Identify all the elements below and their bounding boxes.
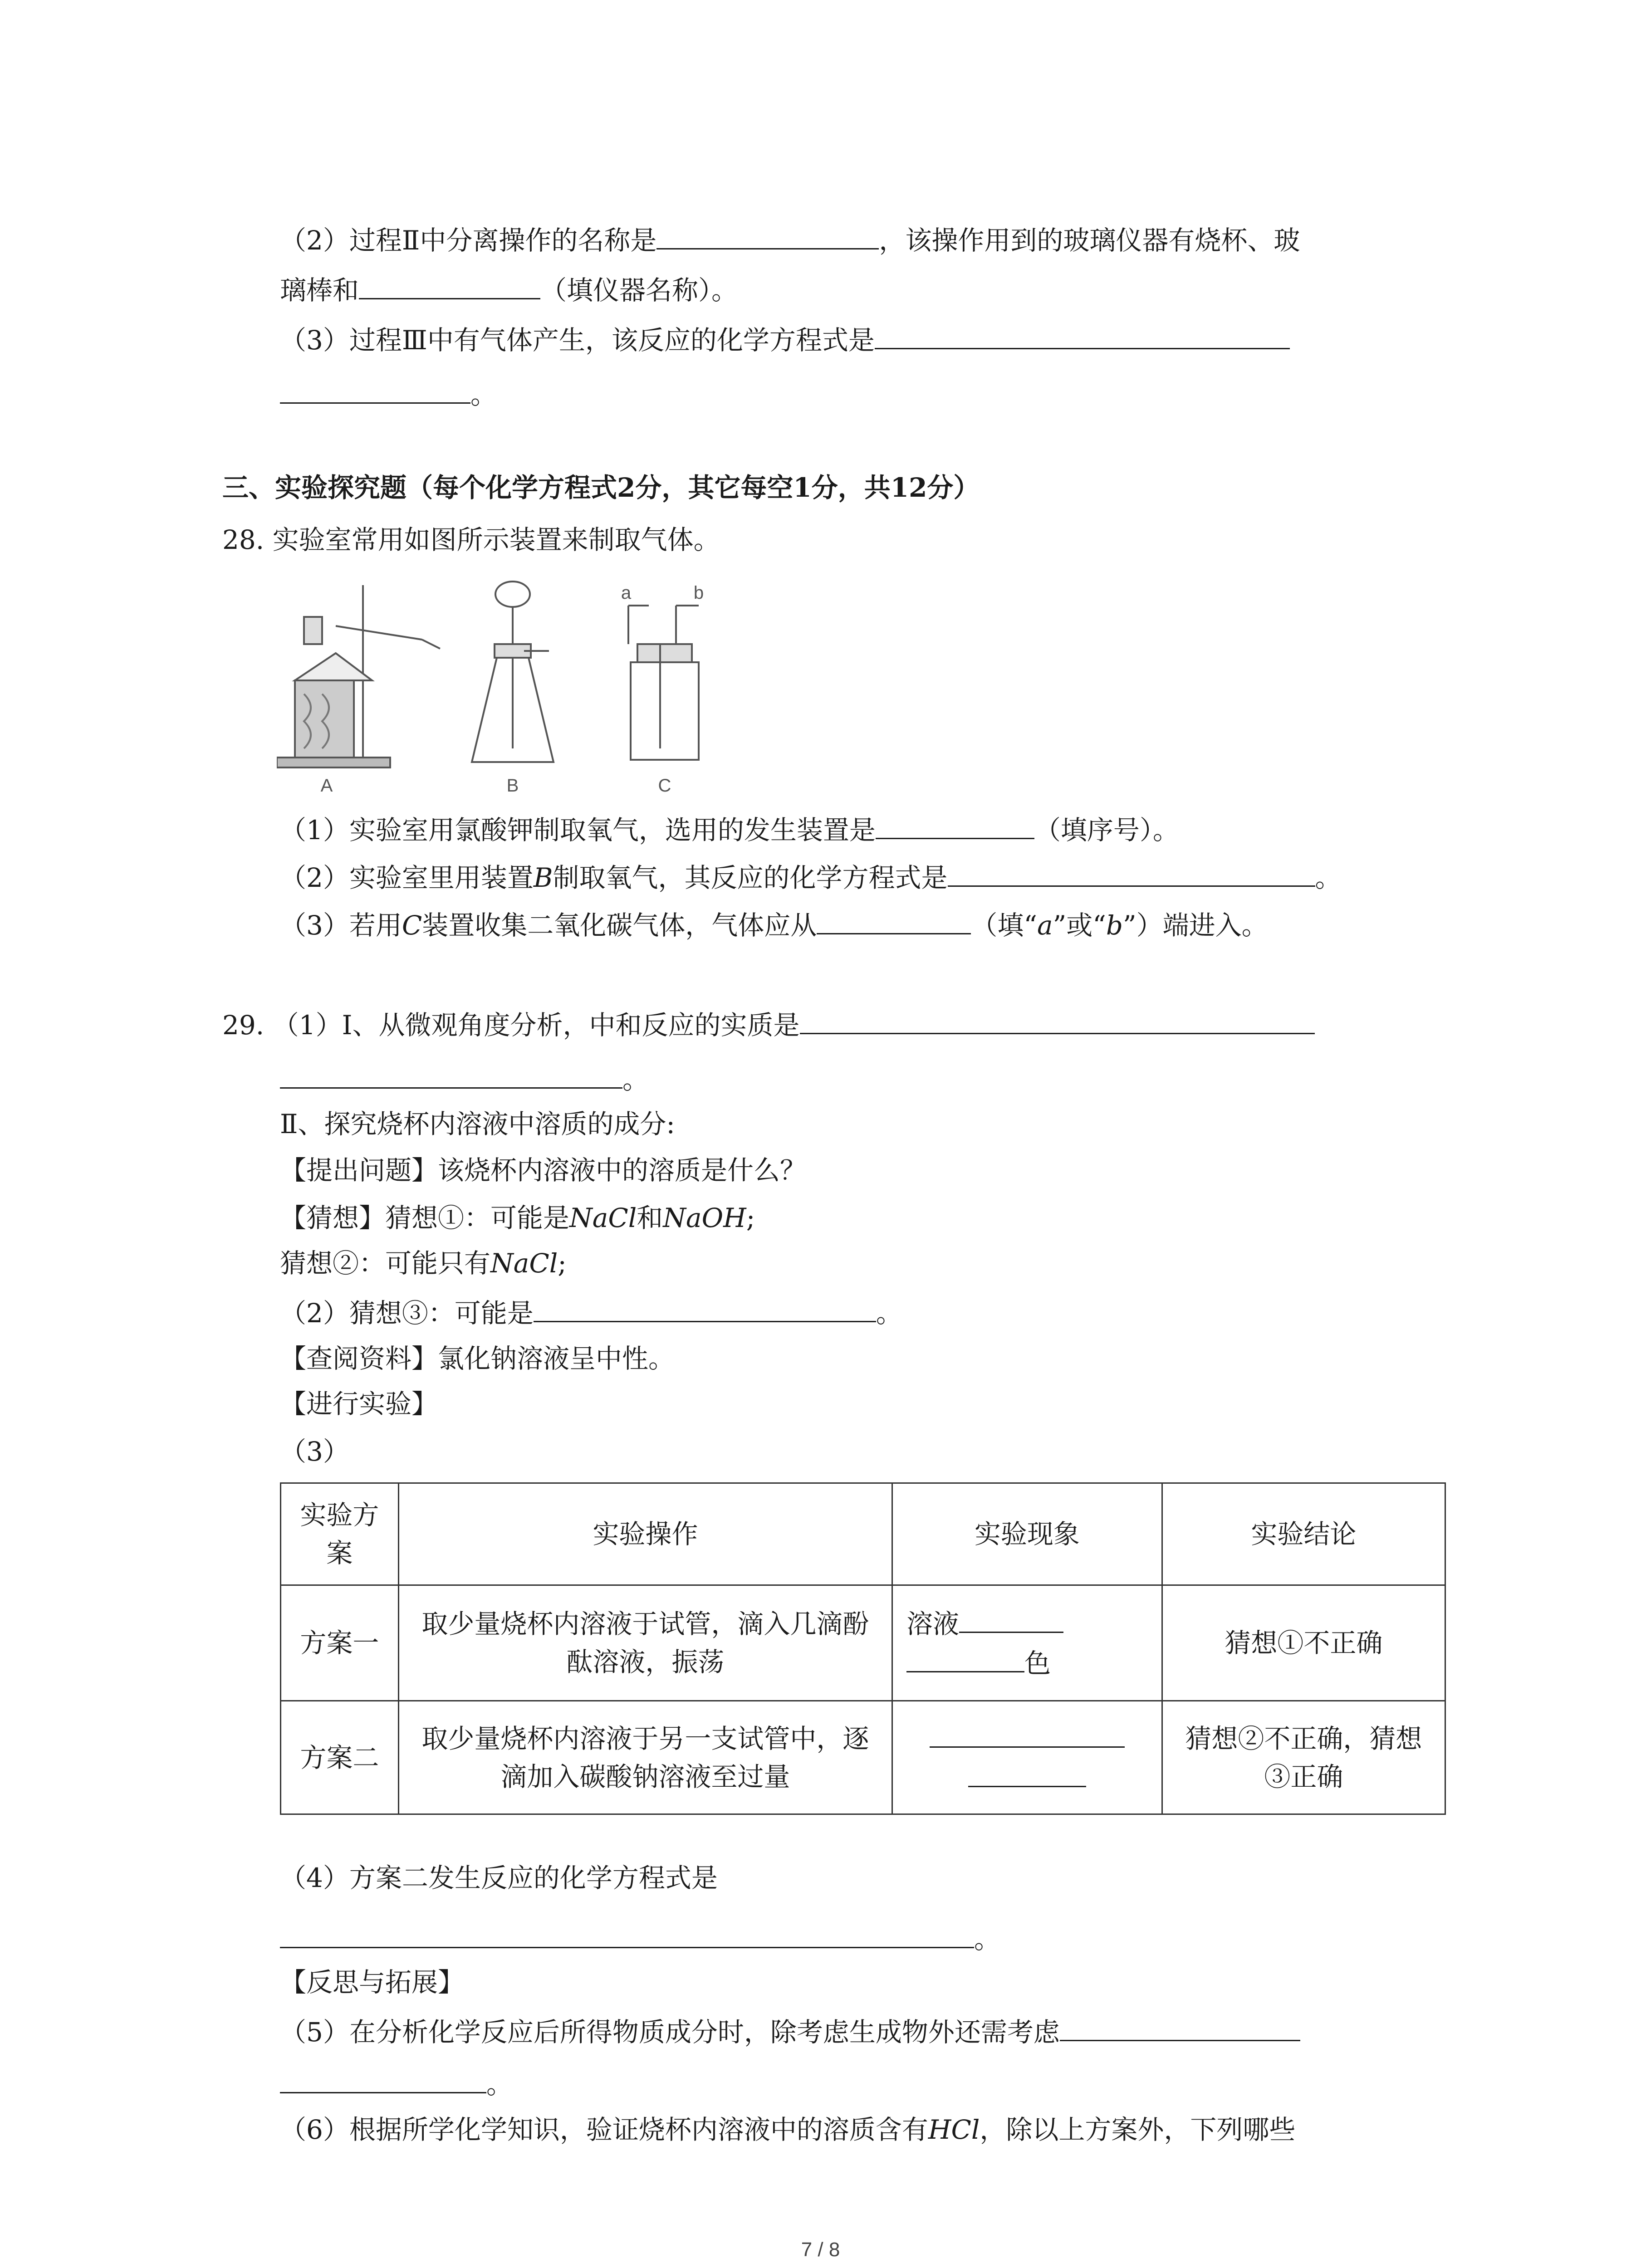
experiment-table (280, 1482, 1446, 1815)
table-cell-op: 取少量烧杯内溶液于试管，滴入几滴酚酞溶液，振荡 (398, 1585, 892, 1701)
table-header: 实验操作 (398, 1483, 892, 1585)
answer-blank[interactable] (800, 1005, 1315, 1034)
q28-sub-1: （1）实验室用氯酸钾制取氧气，选用的发生装置是 （填序号）。 (280, 810, 1179, 848)
q2-line-2: 璃棒和 （填仪器名称）。 (280, 270, 738, 308)
table-cell-plan: 方案二 (281, 1701, 399, 1814)
q29-line-9: 【进行实验】 (280, 1388, 438, 1419)
q29-line-11: （4）方案二发生反应的化学方程式是 (280, 1862, 718, 1893)
apparatus-c (628, 606, 699, 760)
q3-line-2: 。 (280, 374, 497, 413)
q29-line-15: 。 (280, 2064, 513, 2102)
figure-label-port-a: a (621, 583, 632, 603)
answer-blank[interactable] (817, 905, 971, 934)
table-cell-phenomenon: 溶液 色 (892, 1585, 1162, 1701)
answer-blank[interactable] (534, 1293, 876, 1322)
q2-line-1: （2）过程Ⅱ中分离操作的名称是 ，该操作用到的玻璃仪器有烧杯、玻 (280, 220, 1300, 259)
answer-blank[interactable] (876, 810, 1034, 839)
table-cell-op: 取少量烧杯内溶液于另一支试管中，逐滴加入碳酸钠溶液至过量 (398, 1701, 892, 1814)
table-cell-phenomenon (892, 1701, 1162, 1814)
table-cell-conclusion: 猜想①不正确 (1162, 1585, 1445, 1701)
q29-line-7: （2）猜想③：可能是 。 (280, 1293, 902, 1331)
table-header: 实验方案 (281, 1483, 399, 1585)
table-header-row (281, 1483, 1445, 1585)
figure-label-a: A (320, 776, 333, 796)
table-header: 实验结论 (1162, 1483, 1445, 1585)
answer-blank[interactable] (930, 1718, 1125, 1748)
page-number: 7 / 8 (801, 2239, 840, 2261)
q28-stem: 28. 实验室常用如图所示装置来制取气体。 (222, 524, 720, 555)
q29-line-1: 29. （1）Ⅰ、从微观角度分析，中和反应的实质是 (222, 1005, 1315, 1043)
answer-blank[interactable] (906, 1643, 1024, 1672)
answer-blank[interactable] (280, 2064, 486, 2093)
q29-line-4: 【提出问题】该烧杯内溶液中的溶质是什么？ (280, 1155, 807, 1186)
q29-line-5: 【猜想】猜想①：可能是NaCl和NaOH; (280, 1202, 755, 1233)
answer-blank[interactable] (875, 320, 1290, 349)
q3-line-1: （3）过程Ⅲ中有气体产生，该反应的化学方程式是 (280, 320, 1290, 358)
answer-blank[interactable] (656, 220, 879, 249)
table-row (281, 1701, 1445, 1814)
answer-blank[interactable] (948, 857, 1315, 887)
answer-blank[interactable] (280, 374, 470, 404)
answer-blank[interactable] (968, 1758, 1086, 1787)
table-header: 实验现象 (892, 1483, 1162, 1585)
q29-line-14: （5）在分析化学反应后所得物质成分时，除考虑生成物外还需考虑 (280, 2012, 1300, 2050)
figure-label-b: B (506, 776, 519, 796)
answer-blank[interactable] (359, 270, 540, 299)
apparatus-b (472, 582, 554, 762)
q29-line-6: 猜想②：可能只有NaCl; (280, 1248, 567, 1279)
answer-blank[interactable] (959, 1603, 1063, 1633)
q29-line-8: 【查阅资料】氯化钠溶液呈中性。 (280, 1343, 675, 1374)
q29-line-16: （6）根据所学化学知识，验证烧杯内溶液中的溶质含有HCl，除以上方案外，下列哪些 (280, 2114, 1296, 2145)
q29-line-12: 。 (280, 1919, 1000, 1957)
figure-label-port-b: b (693, 583, 704, 603)
q28-sub-2: （2）实验室里用装置B制取氧气，其反应的化学方程式是 。 (280, 857, 1342, 896)
apparatus-figure (277, 576, 753, 803)
answer-blank[interactable] (280, 1919, 974, 1948)
q29-line-3: Ⅱ、探究烧杯内溶液中溶质的成分: (280, 1109, 675, 1139)
answer-blank[interactable] (280, 1059, 622, 1089)
section-heading: 三、实验探究题（每个化学方程式2分，其它每空1分，共12分） (222, 472, 980, 503)
answer-blank[interactable] (1060, 2012, 1300, 2041)
q29-line-13: 【反思与拓展】 (280, 1967, 465, 1998)
q29-line-10: （3） (280, 1436, 349, 1467)
figure-label-c: C (658, 776, 671, 796)
q29-line-2: 。 (280, 1059, 649, 1098)
table-row (281, 1585, 1445, 1701)
apparatus-a (277, 585, 440, 767)
q28-sub-3: （3）若用C装置收集二氧化碳气体，气体应从 （填“a”或“b”）端进入。 (280, 905, 1268, 943)
table-cell-plan: 方案一 (281, 1585, 399, 1701)
table-cell-conclusion: 猜想②不正确，猜想③正确 (1162, 1701, 1445, 1814)
